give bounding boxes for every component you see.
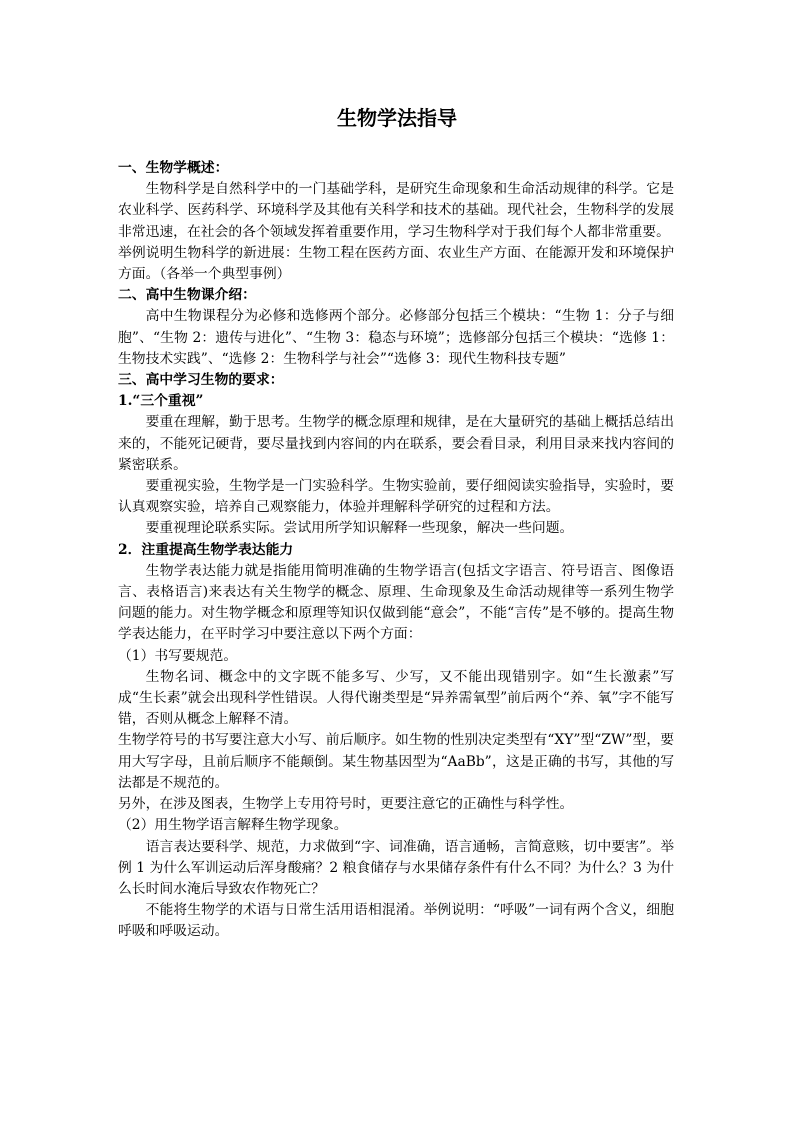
section-heading-course-intro: 二、高中生物课介绍： [118, 287, 256, 304]
paragraph: 要重视理论联系实际。尝试用所学知识解释一些现象，解决一些问题。 [145, 520, 574, 537]
paragraph: 生物名词、概念中的文字既不能多写、少写，又不能出现错别字。如“生长激素”写成“生长素”就会出现科学性错误。人得代谢类型是“异养需氧型”前后两个“养、氧”字不能写错，否则从概念上解释不清。 [118, 668, 674, 728]
paragraph: 要重视实验，生物学是一门实验科学。生物实验前，要仔细阅读实验指导，实验时，要认真观察实验，培养自己观察能力，体验并理解科学研究的过程和方法。 [118, 478, 674, 516]
paragraph: 另外，在涉及图表，生物学上专用符号时，更要注意它的正确性与科学性。 [118, 796, 574, 813]
list-item-biology-language: （2）用生物学语言解释生物学现象。 [118, 817, 348, 834]
subheading-three-emphases: 1.“三个重视” [118, 393, 204, 410]
paragraph: 要重在理解，勤于思考。生物学的概念原理和规律，是在大量研究的基础上概括总结出来的，不能死记硬背，要尽量找到内容间的内在联系，要会看目录，利用目录来找内容间的紧密联系。 [118, 414, 674, 473]
section-heading-overview: 一、生物学概述： [118, 160, 229, 176]
paragraph: 不能将生物学的术语与日常生活用语相混淆。举例说明：“呼吸”一词有两个含义，细胞呼吸和呼吸运动。 [118, 902, 674, 940]
paragraph: 生物学表达能力就是指能用简明准确的生物学语言(包括文字语言、符号语言、图像语言、表格语言)来表达有关生物学的概念、原理、生命现象及生命活动规律等一系列生物学问题的能力。对生物学概念和原理等知识仅做到能“意会”，不能“言传”是不够的。提高生物学表达能力，在平时学习中要注意以下两个方面： [118, 562, 674, 643]
paragraph: 生物学符号的书写要注意大小写、前后顺序。如生物的性别决定类型有“XY”型“ZW”型，要用大写字母，且前后顺序不能颠倒。某生物基因型为“AaBb”，这是正确的书写，其他的写法都是不规范的。 [118, 732, 674, 791]
page-title: 生物学法指导 [337, 106, 457, 130]
document-body [118, 158, 674, 943]
paragraph: 语言表达要科学、规范，力求做到“字、词准确，语言通畅，言简意赅，切中要害”。举例 1 为什么军训运动后浑身酸痛？2 粮食储存与水果储存条件有什么不同？为什么？3 为什么长时间水淹后导致农作物死亡？ [118, 838, 674, 897]
section-heading-requirements: 三、高中学习生物的要求： [118, 372, 284, 389]
subheading-expression-ability: 2．注重提高生物学表达能力 [118, 541, 294, 558]
paragraph: 生物科学是自然科学中的一门基础学科，是研究生命现象和生命活动规律的科学。它是农业科学、医药科学、环境科学及其他有关科学和技术的基础。现代社会，生物科学的发展非常迅速，在社会的各个领域发挥着重要作用，学习生物科学对于我们每个人都非常重要。 [118, 181, 674, 240]
paragraph: 高中生物课程分为必修和选修两个部分。必修部分包括三个模块：“生物 1：分子与细胞”、“生物 2：遗传与进化”、“生物 3：稳态与环境”；选修部分包括三个模块：“选修 1：生物技术实践”、“选修 2：生物科学与社会”“选修 3：现代生物科技专题” [118, 308, 674, 367]
list-item-writing-standard: （1）书写要规范。 [118, 647, 238, 664]
paragraph: 举例说明生物科学的新进展：生物工程在医药方面、农业生产方面、在能源开发和环境保护方面。（各举一个典型事例） [118, 244, 674, 283]
